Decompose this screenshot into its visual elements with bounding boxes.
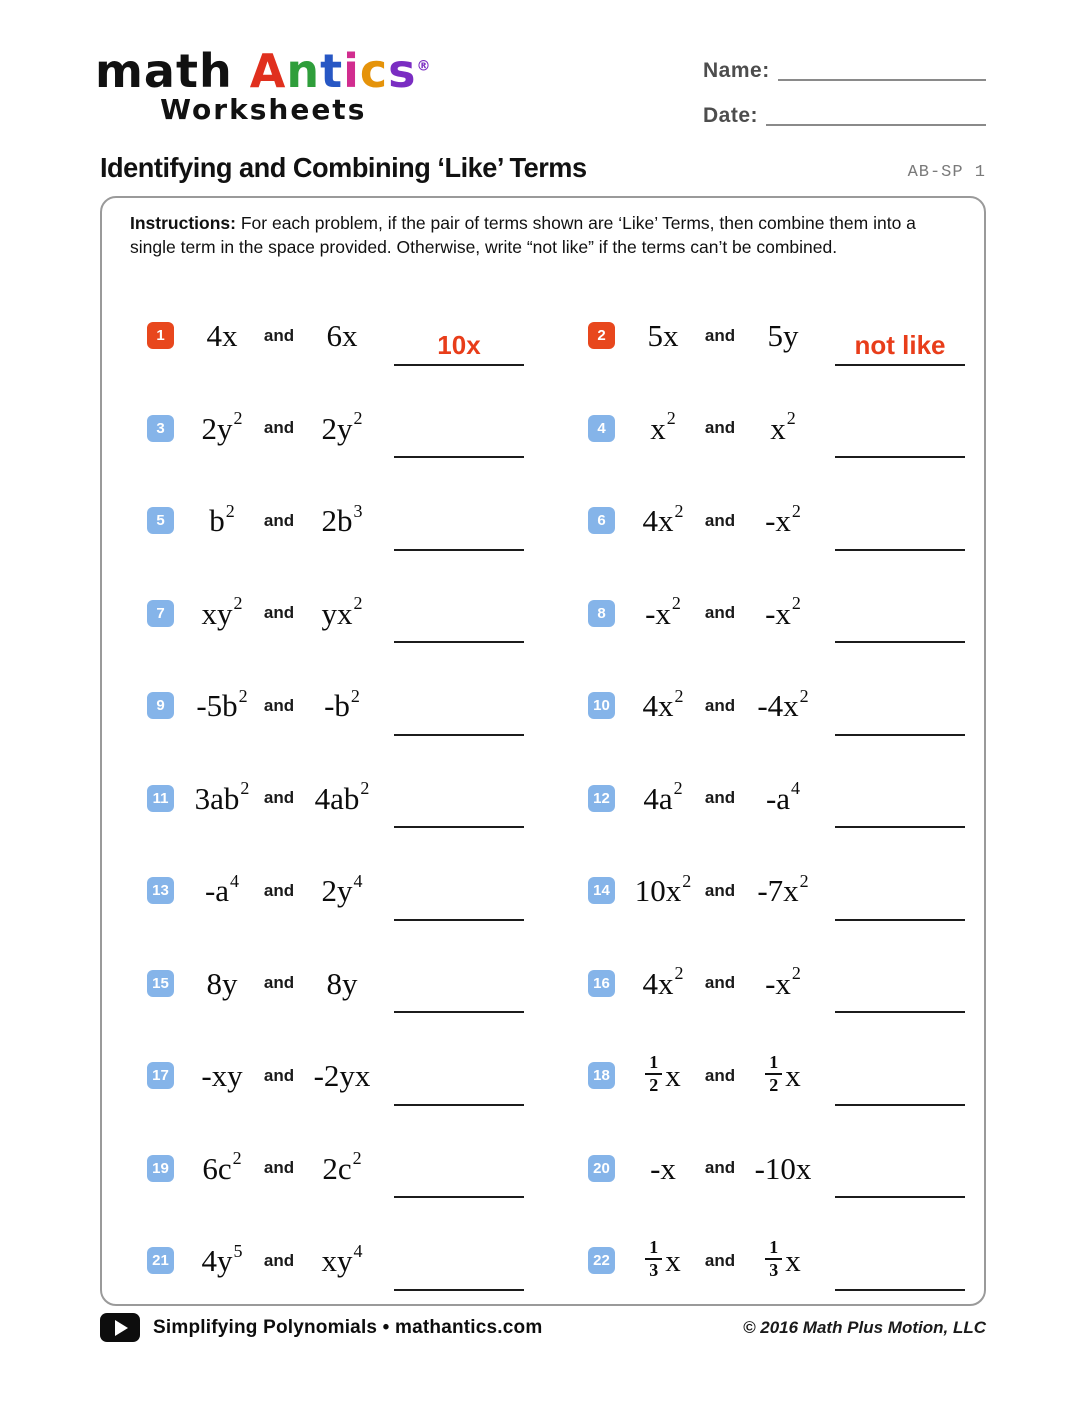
and-label: and bbox=[704, 603, 736, 622]
page-title: Identifying and Combining ‘Like’ Terms bbox=[100, 152, 587, 183]
date-field bbox=[703, 100, 986, 126]
logo-worksheets-label: Worksheets bbox=[160, 93, 367, 126]
and-label: and bbox=[704, 510, 736, 530]
problem-number-badge: 21 bbox=[147, 1247, 174, 1274]
and-label: and bbox=[263, 418, 295, 437]
term-1: 4y $^5$ bbox=[201, 1240, 243, 1278]
problems-grid bbox=[102, 289, 984, 1307]
and-label: and bbox=[263, 510, 295, 530]
problem-number-badge: 20 bbox=[588, 1155, 615, 1182]
problem-number-badge: 12 bbox=[588, 785, 615, 812]
footer-video-reference: Simplifying Polynomials • mathantics.com bbox=[153, 1316, 543, 1338]
term-2: 2y $^2$ bbox=[321, 408, 363, 446]
problem-row bbox=[102, 474, 543, 567]
term-2: $\frac{1}{3}$ x bbox=[745, 1240, 821, 1282]
answer-blank-line bbox=[835, 601, 965, 643]
answer-blank-line bbox=[394, 971, 524, 1013]
answer-blank-line bbox=[394, 1156, 524, 1198]
problem-row bbox=[543, 752, 984, 845]
term-1: 4x $^2$ bbox=[642, 500, 684, 538]
and-label: and bbox=[263, 695, 295, 715]
problem-number-badge: 8 bbox=[588, 600, 615, 627]
problem-row bbox=[543, 937, 984, 1030]
answer-blank-line bbox=[835, 879, 965, 921]
and-label: and bbox=[704, 695, 736, 715]
problem-number-badge: 5 bbox=[147, 507, 174, 534]
term-1: $\frac{1}{2}$ x bbox=[631, 1055, 695, 1097]
and-label: and bbox=[263, 1250, 295, 1270]
answer-text: 10x bbox=[437, 329, 481, 360]
term-2: 4ab $^2$ bbox=[314, 778, 370, 816]
term-1: x $^2$ bbox=[650, 408, 676, 446]
term-1: 10x $^2$ bbox=[634, 870, 692, 908]
and-label: and bbox=[704, 1065, 736, 1085]
problem-row bbox=[543, 1122, 984, 1215]
answer-text: not like bbox=[854, 329, 946, 360]
term-2: -x $^2$ bbox=[765, 500, 801, 538]
term-2: -x $^2$ bbox=[765, 593, 801, 631]
answer-blank-line bbox=[394, 1064, 524, 1106]
name-blank-line bbox=[778, 55, 986, 81]
problem-row bbox=[543, 1029, 984, 1122]
footer-copyright: © 2016 Math Plus Motion, LLC bbox=[743, 1317, 986, 1337]
answer-blank-line bbox=[394, 416, 524, 458]
answer-blank-line bbox=[835, 1249, 965, 1291]
doc-code: AB-SP 1 bbox=[907, 163, 986, 182]
term-2: -10x bbox=[754, 1150, 812, 1186]
answer-blank-line bbox=[835, 1064, 965, 1106]
term-1: 4x $^2$ bbox=[642, 963, 684, 1001]
and-label: and bbox=[704, 418, 736, 437]
and-label: and bbox=[704, 788, 736, 807]
problem-number-badge: 6 bbox=[588, 507, 615, 534]
problem-row bbox=[102, 937, 543, 1030]
term-2: xy $^4$ bbox=[321, 1240, 363, 1278]
title-row bbox=[100, 152, 986, 184]
name-date-fields bbox=[703, 55, 986, 145]
problem-row bbox=[102, 1029, 543, 1122]
problem-row bbox=[543, 382, 984, 475]
answer-blank-line bbox=[394, 324, 524, 366]
date-label: Date: bbox=[703, 104, 759, 127]
problem-number-badge: 1 bbox=[147, 322, 174, 349]
term-2: 2c $^2$ bbox=[322, 1148, 362, 1186]
term-1: 5x bbox=[647, 318, 679, 353]
logo-word-math: math bbox=[95, 44, 233, 98]
problem-row bbox=[543, 474, 984, 567]
problem-row bbox=[543, 659, 984, 752]
term-1: 6c $^2$ bbox=[202, 1148, 242, 1186]
answer-blank-line bbox=[835, 694, 965, 736]
term-1: 4x bbox=[206, 318, 238, 353]
problem-row bbox=[102, 289, 543, 382]
problem-row bbox=[102, 1122, 543, 1215]
worksheet-body-box bbox=[100, 196, 986, 1306]
term-1: 4x $^2$ bbox=[642, 685, 684, 723]
play-icon bbox=[100, 1313, 140, 1342]
term-2: 2b $^3$ bbox=[321, 500, 363, 538]
problem-number-badge: 22 bbox=[588, 1247, 615, 1274]
term-2: yx $^2$ bbox=[321, 593, 363, 631]
logo-word-antics: Antics bbox=[249, 44, 417, 98]
and-label: and bbox=[704, 325, 736, 345]
problem-number-badge: 18 bbox=[588, 1062, 615, 1089]
answer-blank-line bbox=[835, 509, 965, 551]
term-2: 2y $^4$ bbox=[321, 870, 363, 908]
and-label: and bbox=[704, 880, 736, 900]
registered-mark: ® bbox=[416, 58, 432, 75]
and-label: and bbox=[263, 603, 295, 622]
play-triangle-icon bbox=[115, 1320, 128, 1336]
term-1: -a $^4$ bbox=[204, 870, 240, 908]
and-label: and bbox=[263, 325, 295, 345]
problem-number-badge: 7 bbox=[147, 600, 174, 627]
answer-blank-line bbox=[394, 786, 524, 828]
term-2: -a $^4$ bbox=[765, 778, 801, 816]
term-1: b $^2$ bbox=[209, 500, 235, 538]
term-1: 2y $^2$ bbox=[201, 408, 243, 446]
problem-row bbox=[102, 567, 543, 660]
term-1: -5b $^2$ bbox=[196, 685, 248, 723]
problem-number-badge: 15 bbox=[147, 970, 174, 997]
problem-number-badge: 14 bbox=[588, 877, 615, 904]
term-1: xy $^2$ bbox=[201, 593, 243, 631]
problem-number-badge: 10 bbox=[588, 692, 615, 719]
problem-row bbox=[102, 1214, 543, 1307]
answer-blank-line bbox=[394, 879, 524, 921]
answer-blank-line bbox=[835, 971, 965, 1013]
term-1: -x bbox=[650, 1150, 676, 1186]
term-1: $\frac{1}{3}$ x bbox=[631, 1240, 695, 1282]
term-1: 8y bbox=[206, 965, 238, 1001]
term-2: 8y bbox=[326, 965, 358, 1001]
problem-row bbox=[102, 752, 543, 845]
problem-number-badge: 4 bbox=[588, 415, 615, 442]
term-1: -x $^2$ bbox=[645, 593, 681, 631]
term-1: -xy bbox=[201, 1058, 243, 1093]
term-1: 3ab $^2$ bbox=[194, 778, 250, 816]
instructions-label: Instructions: bbox=[130, 213, 236, 233]
and-label: and bbox=[704, 1158, 736, 1177]
and-label: and bbox=[263, 973, 295, 992]
name-field bbox=[703, 55, 986, 81]
answer-blank-line bbox=[394, 1249, 524, 1291]
date-blank-line bbox=[766, 100, 986, 126]
name-label: Name: bbox=[703, 59, 770, 82]
problem-row bbox=[102, 382, 543, 475]
problem-number-badge: 3 bbox=[147, 415, 174, 442]
answer-blank-line bbox=[394, 694, 524, 736]
problem-row bbox=[543, 289, 984, 382]
term-2: 5y bbox=[767, 318, 799, 353]
problem-row bbox=[543, 567, 984, 660]
instructions bbox=[130, 212, 958, 259]
logo-wordmark bbox=[95, 44, 432, 98]
problem-number-badge: 16 bbox=[588, 970, 615, 997]
instructions-text: For each problem, if the pair of terms shown are ‘Like’ Terms, then combine them into a single term in the space provided. Otherwise, write “not like” if the terms can’t be combined. bbox=[130, 213, 916, 257]
problem-row bbox=[543, 844, 984, 937]
problem-row bbox=[102, 844, 543, 937]
and-label: and bbox=[263, 880, 295, 900]
and-label: and bbox=[263, 788, 295, 807]
and-label: and bbox=[263, 1065, 295, 1085]
term-2: -b $^2$ bbox=[324, 685, 360, 723]
answer-blank-line bbox=[835, 786, 965, 828]
problem-number-badge: 17 bbox=[147, 1062, 174, 1089]
problem-number-badge: 19 bbox=[147, 1155, 174, 1182]
answer-blank-line bbox=[835, 324, 965, 366]
problem-row bbox=[543, 1214, 984, 1307]
term-2: -x $^2$ bbox=[765, 963, 801, 1001]
term-2: -2yx bbox=[313, 1058, 371, 1093]
problem-number-badge: 11 bbox=[147, 785, 174, 812]
page-footer bbox=[100, 1313, 986, 1342]
problem-number-badge: 2 bbox=[588, 322, 615, 349]
term-2: $\frac{1}{2}$ x bbox=[745, 1055, 821, 1097]
problem-number-badge: 9 bbox=[147, 692, 174, 719]
term-2: -7x $^2$ bbox=[757, 870, 809, 908]
answer-blank-line bbox=[835, 416, 965, 458]
and-label: and bbox=[263, 1158, 295, 1177]
answer-blank-line bbox=[394, 509, 524, 551]
and-label: and bbox=[704, 1250, 736, 1270]
answer-blank-line bbox=[394, 601, 524, 643]
term-2: x $^2$ bbox=[770, 408, 796, 446]
term-1: 4a $^2$ bbox=[643, 778, 683, 816]
answer-blank-line bbox=[835, 1156, 965, 1198]
problem-number-badge: 13 bbox=[147, 877, 174, 904]
and-label: and bbox=[704, 973, 736, 992]
term-2: -4x $^2$ bbox=[757, 685, 809, 723]
math-antics-logo bbox=[95, 44, 432, 126]
problem-row bbox=[102, 659, 543, 752]
term-2: 6x bbox=[326, 318, 358, 353]
